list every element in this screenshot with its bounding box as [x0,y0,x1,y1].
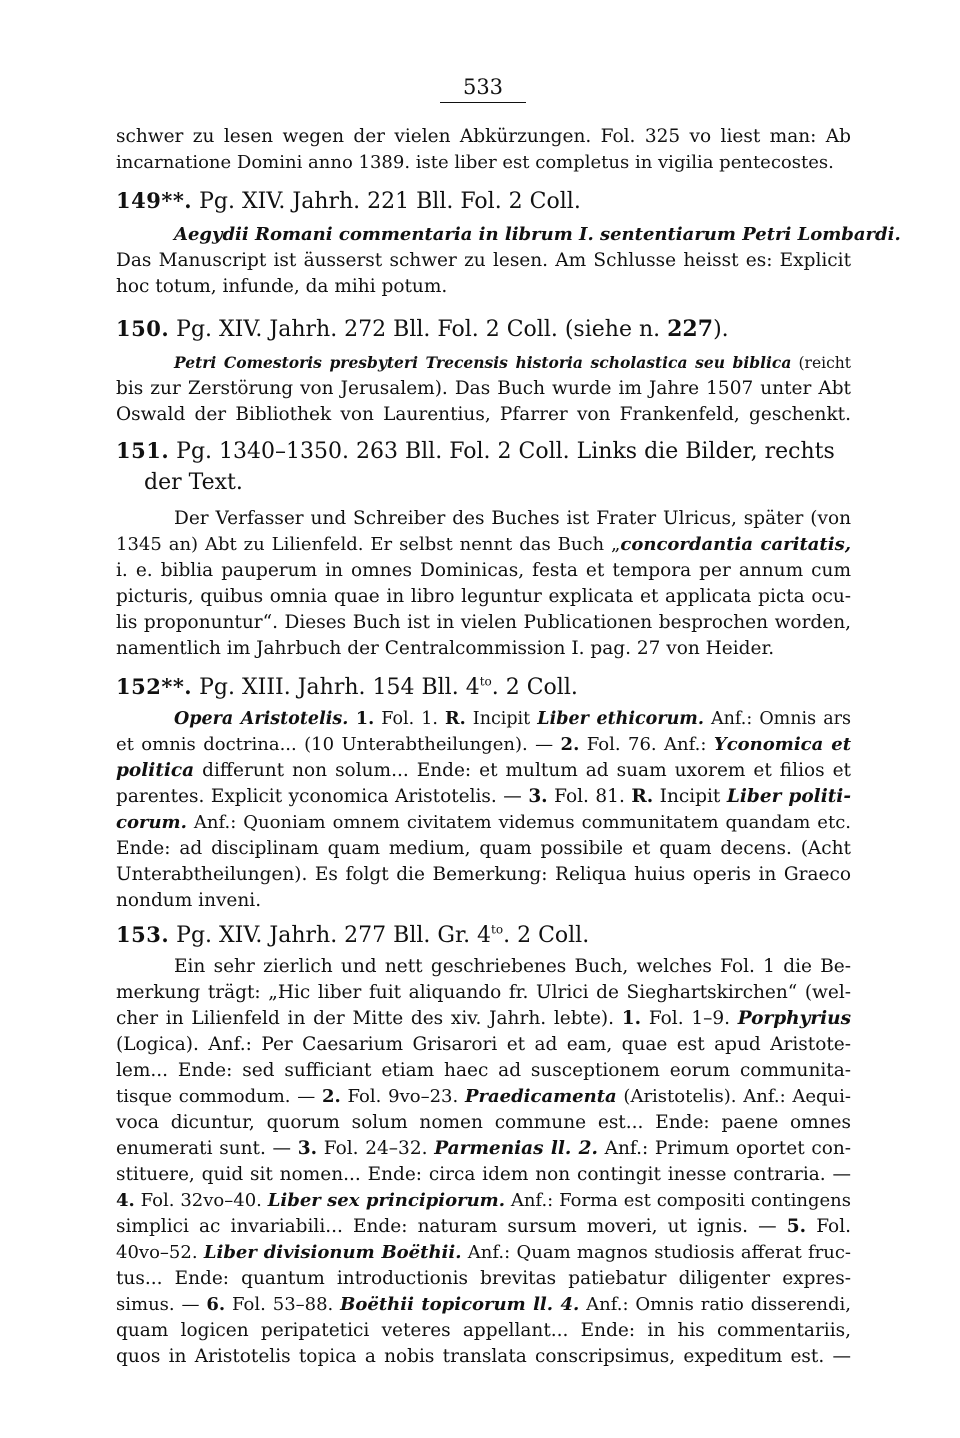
text-line: incarnatione Domini anno 1389. iste liber est completus in vigilia pentecostes. [116,152,834,173]
text-span: tisque commodum. — [116,1086,323,1107]
entry-149-body [116,248,851,300]
item-number: 3. [297,1138,318,1159]
text-span: (reicht [791,354,851,372]
text-span: differunt non solum... Ende: et multum ad suam uxorem et filios et [194,760,851,781]
entry-152-heading [116,672,851,703]
item-number: 2. [322,1086,341,1107]
intro-paragraph [116,124,851,176]
text-line [116,1006,851,1032]
text-span: 40vo–52. [116,1242,204,1263]
text-span: 1345 an) Abt zu Lilienfeld. Er selbst nennt das Buch „ [116,534,621,555]
recto-mark: R. [631,786,654,807]
text-line: voca dicuntur, quorum solum nomen commune est... Ende: paene omnes [116,1112,851,1133]
entry-149-title [116,222,901,248]
text-line: picturis, quibus omnia quae in libro leguntur explicata et applicata picta ocu- [116,586,851,607]
text-line: merkung trägt: „Hic liber fuit aliquando fr. Ulrici de Sieghartskirchen“ (wel- [116,982,851,1003]
text-span: Fol. 81. [547,786,632,807]
page-number-rule [440,102,526,103]
work-title: Liber divisionum Boëthii. [203,1242,462,1263]
entry-number: 149**. [116,188,193,213]
item-number: 5. [786,1216,807,1237]
entry-number: 151. [116,438,170,463]
text-span: simus. — [116,1294,207,1315]
text-line: namentlich im Jahrbuch der Centralcommission I. pag. 27 von Heider. [116,638,775,659]
entry-heading-text: Pg. XIV. Jahrh. 221 Bll. Fol. 2 Coll. [192,189,581,214]
work-title: Yconomica et [713,734,852,755]
text-line [116,758,851,784]
text-span: Anf.: Primum oportet con- [597,1138,851,1159]
work-title: Porphyrius [737,1008,851,1029]
text-line: schwer zu lesen wegen der vielen Abkürzungen. Fol. 325 vo liest man: Ab [116,126,851,147]
text-line: bis zur Zerstörung von Jerusalem). Das Buch wurde im Jahre 1507 unter Abt [116,378,851,399]
entry-153-body [116,954,851,1370]
text-span: Anf.: Quam magnos studiosis afferat fruc- [461,1242,851,1263]
text-span: parentes. Explicit yconomica Aristotelis. — [116,786,529,807]
text-line [116,350,851,376]
text-line: Oswald der Bibliothek von Laurentius, Pfarrer von Frankenfeld, geschenkt. [116,404,851,425]
format-superscript: to [479,674,492,689]
text-line: tus... Ende: quantum introductionis brevitas patiebatur diligenter expres- [116,1268,851,1289]
text-line [116,1084,851,1110]
work-title: Parmenias ll. 2. [434,1138,598,1159]
entry-150-body [116,350,851,428]
entry-151-heading [116,436,851,467]
entry-heading-text: ). [713,317,729,342]
text-line [116,1188,851,1214]
text-line: lis proponuntur“. Dieses Buch ist in vielen Publicationen besprochen worden, [116,612,851,633]
entry-150-heading [116,314,851,345]
work-title: corum. [116,812,187,833]
text-line [116,1240,851,1266]
work-title: Boëthii topicorum ll. 4. [340,1294,580,1315]
text-line [116,1214,851,1240]
entry-heading-text: Pg. XIV. Jahrh. 277 Bll. Gr. 4 [169,923,492,948]
text-span: Fol. 53–88. [225,1294,341,1315]
work-title: Liber ethicorum. [537,709,704,729]
work-title: Opera Aristotelis. [174,709,349,729]
recto-mark: R. [445,709,466,729]
entry-151-heading-cont [116,468,879,498]
text-line: Ein sehr zierlich und nett geschriebenes Buch, welches Fol. 1 die Be- [174,956,851,977]
text-span: Fol. 32vo–40. [134,1190,268,1211]
entry-heading-text: Pg. XIII. Jahrh. 154 Bll. 4 [192,675,480,700]
text-span: Fol. 1–9. [641,1008,738,1029]
text-line [116,810,851,836]
text-span: simplici ac invariabili... Ende: naturam sursum moveri, ut ignis. — [116,1216,787,1237]
entry-title: Petri Comestoris presbyteri Trecensis historia scholastica seu biblica [174,353,792,372]
text-line: i. e. biblia pauperum in omnes Dominicas, festa et tempora per annum cum [116,560,851,581]
text-span: et omnis doctrina... (10 Unterabtheilungen). — [116,734,561,755]
text-line [116,1292,851,1318]
text-line: quam logicen peripatetici veteres appellant... Ende: in his commentariis, [116,1320,851,1341]
entry-151-body [116,506,851,662]
entry-number: 150. [116,316,170,341]
item-number: 2. [560,734,580,755]
text-line: Das Manuscript ist äusserst schwer zu lesen. Am Schlusse heisst es: Explicit [116,250,851,271]
text-span: Fol. 1. [374,709,446,729]
text-span: Incipit [653,786,727,807]
text-line: Unterabtheilungen). Es folgt die Bemerkung: Reliqua huius operis in Graeco [116,864,851,885]
work-title: Liber sex principiorum. [267,1190,505,1211]
entry-heading-text: Pg. 1340–1350. 263 Bll. Fol. 2 Coll. Links die Bilder, rechts [169,439,835,464]
text-span: Anf.: Omnis ratio disserendi, [579,1294,852,1315]
text-span: Fol. 76. Anf.: [579,734,714,755]
text-span: (Aristotelis). Anf.: Aequi- [616,1086,851,1107]
entry-153-heading [116,920,851,951]
entry-152-body [116,706,851,914]
page-number: 533 [462,75,504,99]
entry-heading-text: . 2 Coll. [503,923,590,948]
text-line [116,1136,851,1162]
entry-title: Aegydii Romani commentaria in librum I. sententiarum Petri Lombardi. [174,224,901,245]
work-title: Praedicamenta [464,1086,617,1107]
entry-heading-text: . 2 Coll. [491,675,578,700]
text-span: Fol. [806,1216,851,1237]
entry-number: 152**. [116,674,193,699]
text-span: Anf.: Quoniam omnem civitatem videmus communitatem quandam etc. [186,812,851,833]
text-span: cher in Lilienfeld in der Mitte des xiv. Jahrh. lebte). [116,1008,622,1029]
item-number: 1. [621,1008,642,1029]
text-line [116,706,851,732]
text-line: lem... Ende: sed sufficiant etiam haec ad susceptionem eorum communita- [116,1060,851,1081]
work-title: politica [116,760,195,781]
item-number: 3. [528,786,548,807]
item-number: 1. [348,709,375,729]
work-title: concordantia caritatis, [620,534,851,555]
text-line [116,732,851,758]
entry-149-heading [116,186,851,217]
text-line: quos in Aristotelis topica a nobis translata conscripsimus, expeditum est. — [116,1346,851,1367]
item-number: 6. [206,1294,226,1315]
text-line: stituere, quid sit nomen... Ende: circa idem non contingit inesse contraria. — [116,1164,851,1185]
text-line: hoc totum, infunde, da mihi potum. [116,276,448,297]
cross-reference: 227 [667,316,714,342]
text-line: Ende: ad disciplinam quam medium, quam possibile et quam decens. (Acht [116,838,851,859]
entry-heading-text: Pg. XIV. Jahrh. 272 Bll. Fol. 2 Coll. (siehe n. [169,317,668,342]
text-line [116,784,851,810]
text-span: Incipit [465,709,538,729]
work-title: Liber politi- [726,786,851,807]
entry-heading-text: der Text. [144,470,243,495]
text-line: nondum inveni. [116,890,262,911]
text-span: enumerati sunt. — [116,1138,298,1159]
text-line: Der Verfasser und Schreiber des Buches ist Frater Ulricus, später (von [174,508,851,529]
text-span: Fol. 24–32. [317,1138,435,1159]
format-superscript: to [491,922,504,937]
item-number: 4. [116,1190,135,1211]
entry-number: 153. [116,922,170,947]
text-span: Anf.: Omnis ars [703,709,851,729]
text-span: Anf.: Forma est compositi contingens [504,1190,851,1211]
text-line: (Logica). Anf.: Per Caesarium Grisarori et ad eam, quae est apud Aristote- [116,1034,851,1055]
text-line [116,532,851,558]
text-span: Fol. 9vo–23. [340,1086,465,1107]
